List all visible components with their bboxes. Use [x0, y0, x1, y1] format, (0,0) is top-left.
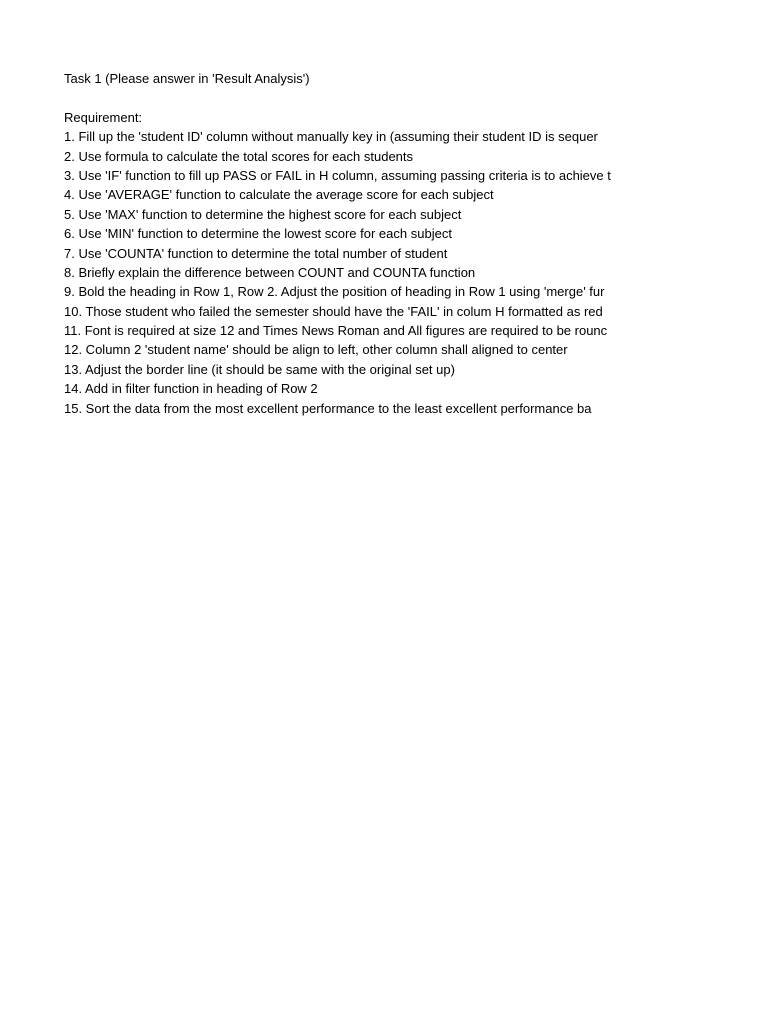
- requirement-item[interactable]: 3. Use 'IF' function to fill up PASS or FAIL in H column, assuming passing criteria is to achieve t: [64, 167, 611, 183]
- requirement-item[interactable]: 14. Add in filter function in heading of Row 2: [64, 381, 318, 397]
- task-title[interactable]: Task 1 (Please answer in 'Result Analysis'): [64, 71, 310, 86]
- requirement-item[interactable]: 2. Use formula to calculate the total scores for each students: [64, 148, 414, 164]
- requirement-item[interactable]: 1. Fill up the 'student ID' column without manually key in (assuming their student ID is sequer: [64, 129, 598, 145]
- requirement-item[interactable]: 6. Use 'MIN' function to determine the lowest score for each subject: [64, 226, 452, 242]
- requirement-item[interactable]: 12. Column 2 'student name' should be align to left, other column shall aligned to center: [64, 342, 568, 358]
- requirement-item[interactable]: 15. Sort the data from the most excellent performance to the least excellent performance ba: [64, 400, 592, 416]
- requirement-item[interactable]: 9. Bold the heading in Row 1, Row 2. Adjust the position of heading in Row 1 using 'merge' fur: [64, 284, 605, 300]
- requirement-item[interactable]: 7. Use 'COUNTA' function to determine the total number of student: [64, 245, 448, 261]
- requirement-item[interactable]: 5. Use 'MAX' function to determine the highest score for each subject: [64, 206, 462, 222]
- requirement-item[interactable]: 4. Use 'AVERAGE' function to calculate the average score for each subject: [64, 187, 494, 203]
- empty-row[interactable]: [64, 88, 635, 107]
- spreadsheet-content: [64, 69, 635, 418]
- requirement-item[interactable]: 8. Briefly explain the difference between COUNT and COUNTA function: [64, 264, 476, 280]
- requirement-item[interactable]: 10. Those student who failed the semester should have the 'FAIL' in colum H formatted as red: [64, 303, 603, 319]
- requirement-item[interactable]: 13. Adjust the border line (it should be same with the original set up): [64, 361, 455, 377]
- requirement-heading[interactable]: Requirement:: [64, 109, 143, 125]
- requirement-item[interactable]: 11. Font is required at size 12 and Times News Roman and All figures are required to be rounc: [64, 323, 608, 339]
- requirement-list: [64, 127, 635, 418]
